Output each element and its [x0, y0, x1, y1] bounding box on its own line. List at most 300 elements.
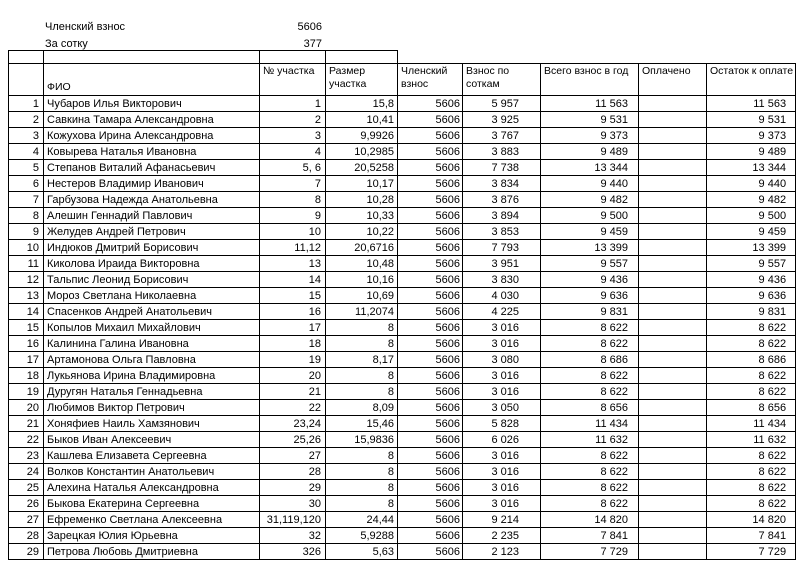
- cell-plot_number: 29: [260, 480, 326, 496]
- table-row: [9, 224, 796, 240]
- cell-total_per_year: 8 656: [541, 400, 639, 416]
- cell-paid: [639, 208, 707, 224]
- cell-membership_fee: 5606: [398, 144, 463, 160]
- cell-fee_per_sotka: 2 235: [463, 528, 541, 544]
- cell-total_per_year: 13 344: [541, 160, 639, 176]
- cell-plot_size: 8: [326, 464, 398, 480]
- cell-name: Степанов Виталий Афанасьевич: [44, 160, 260, 176]
- cell-total_per_year: 11 632: [541, 432, 639, 448]
- cell-plot_size: 10,33: [326, 208, 398, 224]
- cell-total_per_year: 8 622: [541, 496, 639, 512]
- cell-name: Копылов Михаил Михайлович: [44, 320, 260, 336]
- cell-balance_due: 8 656: [707, 400, 796, 416]
- cell-total_per_year: 11 563: [541, 96, 639, 112]
- cell-membership_fee: 5606: [398, 432, 463, 448]
- cell-total_per_year: 8 622: [541, 448, 639, 464]
- cell-balance_due: 8 622: [707, 480, 796, 496]
- cell-paid: [639, 368, 707, 384]
- cell-total_per_year: 7 729: [541, 544, 639, 560]
- header-plot-number: № участка: [260, 64, 326, 96]
- cell-name: Спасенков Андрей Анатольевич: [44, 304, 260, 320]
- cell-plot_number: 30: [260, 496, 326, 512]
- cell-plot_size: 10,22: [326, 224, 398, 240]
- cell-membership_fee: 5606: [398, 272, 463, 288]
- cell-total_per_year: 8 686: [541, 352, 639, 368]
- cell-plot_size: 5,9288: [326, 528, 398, 544]
- cell-plot_size: 10,2985: [326, 144, 398, 160]
- cell-plot_size: 10,28: [326, 192, 398, 208]
- cell-fee_per_sotka: 3 016: [463, 480, 541, 496]
- cell-balance_due: 9 459: [707, 224, 796, 240]
- cell-paid: [639, 496, 707, 512]
- cell-plot_size: 15,46: [326, 416, 398, 432]
- cell-plot_number: 5, 6: [260, 160, 326, 176]
- cell-fee_per_sotka: 9 214: [463, 512, 541, 528]
- cell-paid: [639, 320, 707, 336]
- table-row: [9, 144, 796, 160]
- cell-fee_per_sotka: 3 016: [463, 448, 541, 464]
- cell-balance_due: 9 489: [707, 144, 796, 160]
- cell-row_number: 11: [9, 256, 44, 272]
- cell-membership_fee: 5606: [398, 416, 463, 432]
- cell-balance_due: 7 729: [707, 544, 796, 560]
- cell-paid: [639, 224, 707, 240]
- cell-plot_number: 3: [260, 128, 326, 144]
- cell-row_number: 24: [9, 464, 44, 480]
- cell-membership_fee: 5606: [398, 320, 463, 336]
- cell-membership_fee: 5606: [398, 256, 463, 272]
- cell-name: Кашлева Елизавета Сергеевна: [44, 448, 260, 464]
- table-row: [9, 544, 796, 560]
- cell-total_per_year: 14 820: [541, 512, 639, 528]
- cell-membership_fee: 5606: [398, 528, 463, 544]
- cell-paid: [639, 192, 707, 208]
- cell-name: Ефременко Светлана Алексеевна: [44, 512, 260, 528]
- table-row: [9, 448, 796, 464]
- cell-membership_fee: 5606: [398, 176, 463, 192]
- cell-paid: [639, 256, 707, 272]
- cell-paid: [639, 464, 707, 480]
- table-row: [9, 352, 796, 368]
- cell-plot_size: 8,09: [326, 400, 398, 416]
- cell-row_number: 21: [9, 416, 44, 432]
- cell-paid: [639, 336, 707, 352]
- cell-balance_due: 8 622: [707, 496, 796, 512]
- cell-row_number: 19: [9, 384, 44, 400]
- header-membership-fee: Членский взнос: [398, 64, 463, 96]
- cell-membership_fee: 5606: [398, 224, 463, 240]
- cell-plot_size: 8: [326, 384, 398, 400]
- per-sotka-label: За сотку: [45, 38, 88, 50]
- blank-area: [707, 51, 796, 64]
- cell-fee_per_sotka: 3 080: [463, 352, 541, 368]
- table-row: [9, 416, 796, 432]
- cell-name: Индюков Дмитрий Борисович: [44, 240, 260, 256]
- cell-total_per_year: 8 622: [541, 464, 639, 480]
- cell-balance_due: 9 636: [707, 288, 796, 304]
- cell-row_number: 9: [9, 224, 44, 240]
- cell-name: Кожухова Ирина Александровна: [44, 128, 260, 144]
- cell-fee_per_sotka: 3 834: [463, 176, 541, 192]
- cell-paid: [639, 112, 707, 128]
- cell-name: Дуругян Наталья Геннадьевна: [44, 384, 260, 400]
- cell-plot_size: 8: [326, 336, 398, 352]
- table-row: [9, 480, 796, 496]
- cell-row_number: 6: [9, 176, 44, 192]
- cell-membership_fee: 5606: [398, 240, 463, 256]
- empty-cell: [9, 51, 44, 64]
- header-fee-per-sotka: Взнос по соткам: [463, 64, 541, 96]
- cell-paid: [639, 128, 707, 144]
- cell-plot_number: 21: [260, 384, 326, 400]
- header-total-per-year: Всего взнос в год: [541, 64, 639, 96]
- cell-total_per_year: 9 531: [541, 112, 639, 128]
- cell-name: Калинина Галина Ивановна: [44, 336, 260, 352]
- cell-paid: [639, 544, 707, 560]
- cell-name: Савкина Тамара Александровна: [44, 112, 260, 128]
- cell-balance_due: 9 531: [707, 112, 796, 128]
- cell-balance_due: 9 373: [707, 128, 796, 144]
- cell-plot_size: 8: [326, 368, 398, 384]
- cell-membership_fee: 5606: [398, 128, 463, 144]
- cell-fee_per_sotka: 3 016: [463, 336, 541, 352]
- cell-paid: [639, 96, 707, 112]
- cell-plot_size: 15,9836: [326, 432, 398, 448]
- cell-row_number: 17: [9, 352, 44, 368]
- cell-membership_fee: 5606: [398, 496, 463, 512]
- cell-row_number: 29: [9, 544, 44, 560]
- cell-balance_due: 13 399: [707, 240, 796, 256]
- cell-balance_due: 8 622: [707, 336, 796, 352]
- cell-balance_due: 9 436: [707, 272, 796, 288]
- cell-row_number: 28: [9, 528, 44, 544]
- cell-name: Нестеров Владимир Иванович: [44, 176, 260, 192]
- header-row-number: [9, 64, 44, 96]
- cell-fee_per_sotka: 3 951: [463, 256, 541, 272]
- cell-fee_per_sotka: 5 957: [463, 96, 541, 112]
- cell-balance_due: 7 841: [707, 528, 796, 544]
- cell-row_number: 15: [9, 320, 44, 336]
- cell-membership_fee: 5606: [398, 96, 463, 112]
- cell-name: Петрова Любовь Дмитриевна: [44, 544, 260, 560]
- cell-name: Киколова Ираида Викторовна: [44, 256, 260, 272]
- cell-balance_due: 8 622: [707, 464, 796, 480]
- header-balance-due: Остаток к оплате: [707, 64, 796, 96]
- blank-area: [639, 51, 707, 64]
- cell-name: Волков Константин Анатольевич: [44, 464, 260, 480]
- empty-spacer-row: [9, 51, 796, 64]
- cell-paid: [639, 400, 707, 416]
- empty-cell: [326, 51, 398, 64]
- cell-balance_due: 11 563: [707, 96, 796, 112]
- table-row: [9, 528, 796, 544]
- cell-plot_size: 8: [326, 448, 398, 464]
- cell-name: Лукьянова Ирина Владимировна: [44, 368, 260, 384]
- cell-plot_number: 10: [260, 224, 326, 240]
- cell-row_number: 12: [9, 272, 44, 288]
- table-row: [9, 240, 796, 256]
- cell-total_per_year: 7 841: [541, 528, 639, 544]
- cell-membership_fee: 5606: [398, 336, 463, 352]
- cell-balance_due: 9 440: [707, 176, 796, 192]
- cell-total_per_year: 9 482: [541, 192, 639, 208]
- cell-plot_size: 10,17: [326, 176, 398, 192]
- table-row: [9, 192, 796, 208]
- cell-fee_per_sotka: 3 050: [463, 400, 541, 416]
- cell-name: Ковырева Наталья Ивановна: [44, 144, 260, 160]
- cell-plot_size: 8: [326, 496, 398, 512]
- cell-plot_size: 10,48: [326, 256, 398, 272]
- cell-paid: [639, 272, 707, 288]
- cell-balance_due: 13 344: [707, 160, 796, 176]
- cell-plot_number: 2: [260, 112, 326, 128]
- cell-row_number: 5: [9, 160, 44, 176]
- cell-membership_fee: 5606: [398, 352, 463, 368]
- cell-plot_size: 24,44: [326, 512, 398, 528]
- cell-plot_size: 20,6716: [326, 240, 398, 256]
- cell-fee_per_sotka: 7 793: [463, 240, 541, 256]
- cell-name: Алешин Геннадий Павлович: [44, 208, 260, 224]
- cell-plot_number: 25,26: [260, 432, 326, 448]
- table-row: [9, 320, 796, 336]
- cell-row_number: 1: [9, 96, 44, 112]
- cell-row_number: 7: [9, 192, 44, 208]
- cell-balance_due: 8 686: [707, 352, 796, 368]
- cell-plot_number: 326: [260, 544, 326, 560]
- cell-total_per_year: 9 500: [541, 208, 639, 224]
- cell-plot_size: 9,9926: [326, 128, 398, 144]
- cell-total_per_year: 8 622: [541, 480, 639, 496]
- cell-membership_fee: 5606: [398, 288, 463, 304]
- cell-membership_fee: 5606: [398, 208, 463, 224]
- cell-fee_per_sotka: 3 016: [463, 496, 541, 512]
- cell-membership_fee: 5606: [398, 448, 463, 464]
- cell-plot_number: 20: [260, 368, 326, 384]
- cell-plot_number: 18: [260, 336, 326, 352]
- cell-fee_per_sotka: 3 016: [463, 464, 541, 480]
- cell-balance_due: 8 622: [707, 320, 796, 336]
- cell-paid: [639, 352, 707, 368]
- cell-plot_number: 16: [260, 304, 326, 320]
- table-row: [9, 432, 796, 448]
- cell-plot_number: 4: [260, 144, 326, 160]
- cell-total_per_year: 9 436: [541, 272, 639, 288]
- table-row: [9, 96, 796, 112]
- table-row: [9, 112, 796, 128]
- cell-plot_number: 22: [260, 400, 326, 416]
- cell-plot_number: 31,119,120: [260, 512, 326, 528]
- table-row: [9, 256, 796, 272]
- table-row: [9, 208, 796, 224]
- cell-row_number: 13: [9, 288, 44, 304]
- cell-fee_per_sotka: 3 853: [463, 224, 541, 240]
- cell-plot_number: 7: [260, 176, 326, 192]
- cell-name: Чубаров Илья Викторович: [44, 96, 260, 112]
- cell-fee_per_sotka: 3 925: [463, 112, 541, 128]
- cell-fee_per_sotka: 5 828: [463, 416, 541, 432]
- cell-plot_number: 11,12: [260, 240, 326, 256]
- fee-table-body: [9, 96, 796, 560]
- cell-total_per_year: 11 434: [541, 416, 639, 432]
- cell-name: Зарецкая Юлия Юрьевна: [44, 528, 260, 544]
- cell-plot_number: 19: [260, 352, 326, 368]
- table-row: [9, 400, 796, 416]
- cell-total_per_year: 9 557: [541, 256, 639, 272]
- cell-fee_per_sotka: 7 738: [463, 160, 541, 176]
- cell-balance_due: 11 632: [707, 432, 796, 448]
- cell-row_number: 22: [9, 432, 44, 448]
- cell-fee_per_sotka: 3 883: [463, 144, 541, 160]
- cell-name: Быкова Екатерина Сергеевна: [44, 496, 260, 512]
- cell-balance_due: 8 622: [707, 368, 796, 384]
- cell-plot_number: 28: [260, 464, 326, 480]
- cell-row_number: 10: [9, 240, 44, 256]
- cell-name: Любимов Виктор Петрович: [44, 400, 260, 416]
- table-row: [9, 512, 796, 528]
- cell-plot_size: 8: [326, 320, 398, 336]
- cell-membership_fee: 5606: [398, 112, 463, 128]
- cell-membership_fee: 5606: [398, 544, 463, 560]
- cell-total_per_year: 8 622: [541, 368, 639, 384]
- cell-plot_number: 15: [260, 288, 326, 304]
- cell-fee_per_sotka: 4 030: [463, 288, 541, 304]
- cell-membership_fee: 5606: [398, 464, 463, 480]
- cell-plot_size: 20,5258: [326, 160, 398, 176]
- cell-paid: [639, 512, 707, 528]
- cell-total_per_year: 9 440: [541, 176, 639, 192]
- cell-plot_number: 17: [260, 320, 326, 336]
- table-row: [9, 384, 796, 400]
- cell-plot_size: 5,63: [326, 544, 398, 560]
- cell-fee_per_sotka: 3 876: [463, 192, 541, 208]
- cell-total_per_year: 13 399: [541, 240, 639, 256]
- table-row: [9, 176, 796, 192]
- cell-row_number: 23: [9, 448, 44, 464]
- cell-paid: [639, 288, 707, 304]
- cell-paid: [639, 144, 707, 160]
- cell-plot_size: 15,8: [326, 96, 398, 112]
- header-row: [9, 64, 796, 96]
- cell-fee_per_sotka: 3 016: [463, 368, 541, 384]
- cell-row_number: 27: [9, 512, 44, 528]
- cell-balance_due: 9 831: [707, 304, 796, 320]
- cell-paid: [639, 432, 707, 448]
- blank-area: [541, 51, 639, 64]
- cell-row_number: 26: [9, 496, 44, 512]
- cell-paid: [639, 176, 707, 192]
- cell-plot_number: 27: [260, 448, 326, 464]
- cell-total_per_year: 9 373: [541, 128, 639, 144]
- table-row: [9, 128, 796, 144]
- cell-membership_fee: 5606: [398, 368, 463, 384]
- cell-name: Тальпис Леонид Борисович: [44, 272, 260, 288]
- table-row: [9, 272, 796, 288]
- cell-total_per_year: 8 622: [541, 384, 639, 400]
- cell-total_per_year: 9 831: [541, 304, 639, 320]
- cell-name: Гарбузова Надежда Анатольевна: [44, 192, 260, 208]
- cell-fee_per_sotka: 6 026: [463, 432, 541, 448]
- cell-fee_per_sotka: 3 016: [463, 320, 541, 336]
- cell-plot_number: 9: [260, 208, 326, 224]
- cell-paid: [639, 528, 707, 544]
- cell-total_per_year: 8 622: [541, 336, 639, 352]
- table-row: [9, 496, 796, 512]
- cell-total_per_year: 9 636: [541, 288, 639, 304]
- cell-balance_due: 14 820: [707, 512, 796, 528]
- cell-name: Артамонова Ольга Павловна: [44, 352, 260, 368]
- cell-balance_due: 11 434: [707, 416, 796, 432]
- cell-balance_due: 9 557: [707, 256, 796, 272]
- cell-name: Быков Иван Алексеевич: [44, 432, 260, 448]
- cell-membership_fee: 5606: [398, 400, 463, 416]
- cell-fee_per_sotka: 3 767: [463, 128, 541, 144]
- cell-plot_size: 8,17: [326, 352, 398, 368]
- cell-fee_per_sotka: 4 225: [463, 304, 541, 320]
- cell-row_number: 16: [9, 336, 44, 352]
- cell-plot_number: 8: [260, 192, 326, 208]
- cell-row_number: 4: [9, 144, 44, 160]
- membership-fee-value: 5606: [297, 21, 322, 33]
- empty-cell: [44, 51, 260, 64]
- cell-plot_size: 11,2074: [326, 304, 398, 320]
- cell-name: Алехина Наталья Александровна: [44, 480, 260, 496]
- cell-row_number: 2: [9, 112, 44, 128]
- table-row: [9, 288, 796, 304]
- cell-total_per_year: 9 489: [541, 144, 639, 160]
- membership-fee-label: Членский взнос: [45, 21, 126, 33]
- cell-fee_per_sotka: 2 123: [463, 544, 541, 560]
- cell-plot_size: 10,69: [326, 288, 398, 304]
- cell-name: Мороз Светлана Николаевна: [44, 288, 260, 304]
- cell-fee_per_sotka: 3 830: [463, 272, 541, 288]
- cell-balance_due: 9 482: [707, 192, 796, 208]
- cell-total_per_year: 8 622: [541, 320, 639, 336]
- cell-plot_number: 32: [260, 528, 326, 544]
- cell-balance_due: 8 622: [707, 448, 796, 464]
- cell-row_number: 25: [9, 480, 44, 496]
- cell-paid: [639, 304, 707, 320]
- cell-balance_due: 9 500: [707, 208, 796, 224]
- cell-paid: [639, 240, 707, 256]
- header-name: ФИО: [44, 64, 260, 96]
- header-paid: Оплачено: [639, 64, 707, 96]
- cell-paid: [639, 384, 707, 400]
- cell-plot_number: 13: [260, 256, 326, 272]
- cell-row_number: 18: [9, 368, 44, 384]
- cell-row_number: 14: [9, 304, 44, 320]
- cell-row_number: 3: [9, 128, 44, 144]
- cell-plot_size: 10,41: [326, 112, 398, 128]
- table-row: [9, 464, 796, 480]
- cell-plot_size: 10,16: [326, 272, 398, 288]
- cell-total_per_year: 9 459: [541, 224, 639, 240]
- cell-name: Желудев Андрей Петрович: [44, 224, 260, 240]
- cell-membership_fee: 5606: [398, 304, 463, 320]
- cell-membership_fee: 5606: [398, 384, 463, 400]
- table-row: [9, 304, 796, 320]
- table-row: [9, 160, 796, 176]
- cell-plot_size: 8: [326, 480, 398, 496]
- empty-cell: [260, 51, 326, 64]
- cell-plot_number: 23,24: [260, 416, 326, 432]
- per-sotka-value: 377: [303, 38, 322, 50]
- cell-plot_number: 14: [260, 272, 326, 288]
- cell-membership_fee: 5606: [398, 160, 463, 176]
- cell-row_number: 20: [9, 400, 44, 416]
- fees-table: [8, 50, 796, 560]
- cell-row_number: 8: [9, 208, 44, 224]
- cell-membership_fee: 5606: [398, 192, 463, 208]
